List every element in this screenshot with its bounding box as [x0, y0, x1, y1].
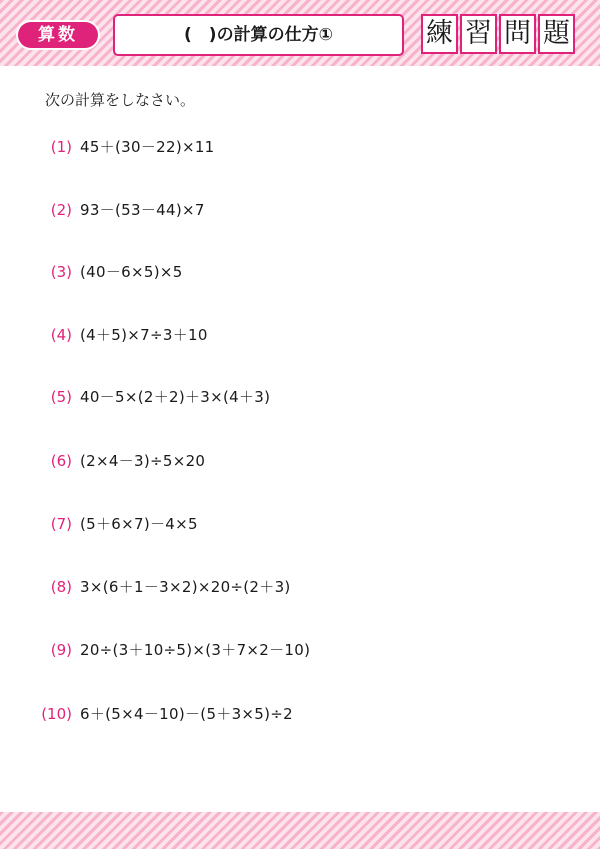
problem-number: (1): [50, 138, 72, 156]
problem-item: [0, 513, 600, 535]
problem-item: [0, 576, 600, 598]
problem-number: (3): [50, 263, 72, 281]
problem-number: (5): [50, 388, 72, 406]
subject-badge: 算数: [18, 22, 98, 48]
problem-expression: (4＋5)×7÷3＋10: [80, 326, 208, 344]
problem-number: (8): [50, 578, 72, 596]
page-title: ( )の計算の仕方①: [113, 14, 404, 56]
problem-number: (9): [50, 641, 72, 659]
practice-char-box: 練: [421, 14, 458, 54]
problem-expression: (2×4－3)÷5×20: [80, 452, 206, 470]
problem-number: (4): [50, 326, 72, 344]
problem-item: [0, 199, 600, 221]
problem-expression: 3×(6＋1－3×2)×20÷(2＋3): [80, 578, 291, 596]
problem-item: [0, 703, 600, 725]
problem-item: [0, 639, 600, 661]
problem-expression: (5＋6×7)－4×5: [80, 515, 198, 533]
problem-expression: 6＋(5×4－10)－(5＋3×5)÷2: [80, 705, 294, 723]
problem-item: [0, 261, 600, 283]
practice-char-box: 問: [499, 14, 536, 54]
problem-number: (6): [50, 452, 72, 470]
problem-expression: 20÷(3＋10÷5)×(3＋7×2－10): [80, 641, 311, 659]
practice-char-box: 習: [460, 14, 497, 54]
problem-number: (2): [50, 201, 72, 219]
problem-number: (7): [50, 515, 72, 533]
problem-number: (10): [41, 705, 72, 723]
practice-char-box: 題: [538, 14, 575, 54]
problem-item: [0, 450, 600, 472]
problem-expression: 40－5×(2＋2)＋3×(4＋3): [80, 388, 271, 406]
problem-expression: 45＋(30－22)×11: [80, 138, 215, 156]
footer-stripe-band: [0, 812, 600, 849]
problem-expression: 93－(53－44)×7: [80, 201, 205, 219]
problem-item: [0, 386, 600, 408]
problem-expression: (40－6×5)×5: [80, 263, 183, 281]
instruction-text: 次の計算をしなさい。: [45, 91, 196, 109]
problem-item: [0, 324, 600, 346]
problem-item: [0, 136, 600, 158]
